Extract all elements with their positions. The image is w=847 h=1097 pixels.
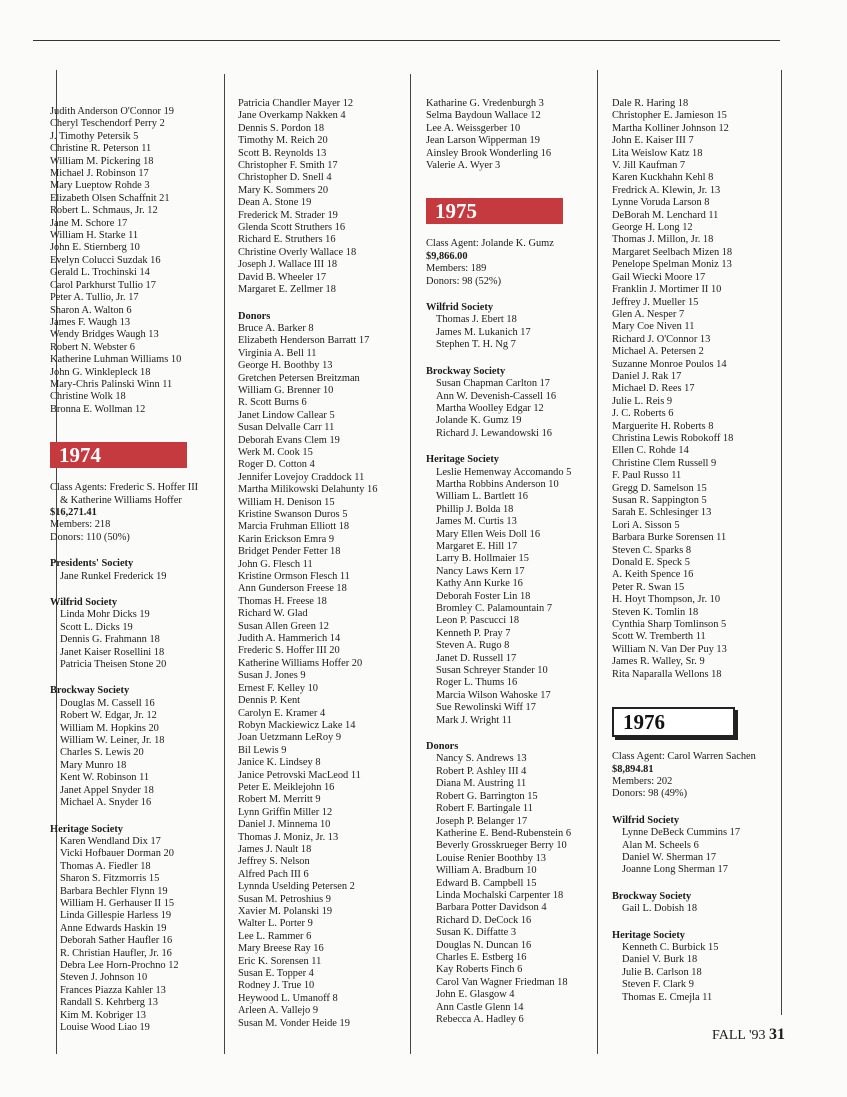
list-item: Robyn Mackiewicz Lake 14 [238,719,356,731]
list-item: Jolande K. Gumz 19 [436,415,522,427]
brockway-society-heading: Brockway Society [426,365,506,377]
list-item: Mary Munro 18 [60,759,127,771]
heritage-society-heading: Heritage Society [612,929,685,941]
list-item: Jane Overkamp Nakken 4 [238,110,346,122]
list-item: Jane Runkel Frederick 19 [60,570,167,582]
issue-label: FALL '93 [712,1028,766,1043]
list-item: Daniel W. Sherman 17 [622,851,717,863]
list-item: Louise Wood Liao 19 [60,1022,150,1033]
list-item: Richard W. Glad [238,608,308,620]
list-item: Deborah Foster Lin 18 [436,590,531,602]
list-item: Susan R. Sappington 5 [612,495,707,506]
wilfrid-society-list [612,827,780,877]
brockway-society-list [426,378,596,440]
list-item: Deborah Sather Haufler 16 [60,935,173,947]
list-item: Linda Mochalski Carpenter 18 [436,889,564,901]
list-item: Gail L. Dobish 18 [622,903,698,915]
list-item: William M. Hopkins 20 [60,722,159,734]
presidents-society-list [50,571,222,583]
list-item: Steven J. Johnson 10 [60,972,148,984]
list-item: Susan Delvalle Carr 11 [238,422,335,434]
list-item: Lee A. Weissgerber 10 [426,122,521,134]
list-item: Gretchen Petersen Breitzman [238,372,360,384]
list-item: Bruce A. Barker 8 [238,322,314,334]
list-item: Nancy S. Andrews 13 [436,753,527,765]
list-item: Richard E. Struthers 16 [238,234,336,246]
list-item: Patricia Theisen Stone 20 [60,659,167,671]
list-item: Janet Lindow Callear 5 [238,409,335,421]
list-item: Christopher D. Snell 4 [238,172,332,184]
list-item: Bromley C. Palamountain 7 [436,603,553,614]
list-item: Jean Larson Wipperman 19 [426,135,540,147]
list-item: Gail Wiecki Moore 17 [612,271,706,283]
list-item: Ernest F. Kelley 10 [238,682,318,694]
list-item: Virginia A. Bell 11 [238,347,317,359]
list-item: Linda Gillespie Harless 19 [60,910,172,922]
name-list [238,98,408,297]
list-item: Robert P. Ashley III 4 [436,765,527,777]
wilfrid-society-list [50,609,222,671]
list-item: Ann Gunderson Freese 18 [238,583,347,595]
name-list [426,98,596,172]
list-item: Kristine Ormson Flesch 11 [238,571,350,583]
donors-list [238,323,408,1030]
list-item: Sharon A. Walton 6 [50,304,132,316]
list-item: Randall S. Kehrberg 13 [60,997,158,1009]
list-item: R. Christian Haufler, Jr. 16 [60,947,172,959]
wilfrid-society-heading: Wilfrid Society [612,814,680,826]
list-item: Mark J. Wright 11 [436,714,512,726]
list-item: John G. Flesch 11 [238,558,313,570]
list-item: Joseph J. Wallace III 18 [238,259,338,271]
list-item: Kathy Ann Kurke 16 [436,578,523,590]
list-item: Richard J. O'Connor 13 [612,333,711,345]
list-item: Robert M. Merritt 9 [238,794,321,806]
list-item: John G. Winklepleck 18 [50,366,151,378]
heritage-society-list [50,836,222,1035]
list-item: Scott B. Reynolds 13 [238,147,327,159]
list-item: Phillip J. Bolda 18 [436,503,514,515]
list-item: Michael A. Snyder 16 [60,797,152,809]
list-item: Carol Parkhurst Tullio 17 [50,279,156,291]
list-item: Lee L. Rammer 6 [238,930,312,942]
column-divider-2 [224,74,225,1054]
list-item: Scott W. Tremberth 11 [612,631,706,643]
list-item: DeBorah M. Lenchard 11 [612,209,719,221]
list-item: Rita Naparalla Wellons 18 [612,668,722,680]
list-item: Lynne Voruda Larson 8 [612,197,710,209]
year-heading-1975: 1975 [426,198,563,224]
list-item: Dennis P. Kent [238,695,301,707]
list-item: Dale R. Haring 18 [612,98,689,109]
name-list [50,106,222,416]
list-item: Robert W. Edgar, Jr. 12 [60,710,157,722]
list-item: Ainsley Brook Wonderling 16 [426,147,552,159]
list-item: F. Paul Russo 11 [612,470,682,482]
list-item: Werk M. Cook 15 [238,446,313,458]
list-item: John E. Kaiser III 7 [612,135,694,147]
list-item: Michael D. Rees 17 [612,383,695,395]
list-item: James F. Waugh 13 [50,316,131,328]
list-item: Roger L. Thums 16 [436,677,518,689]
list-item: Donald E. Speck 5 [612,557,690,569]
brockway-society-heading: Brockway Society [50,685,130,697]
name-list [612,98,780,681]
heritage-society-list [426,467,596,728]
list-item: George H. Boothby 13 [238,360,333,372]
list-item: Michael J. Robinson 17 [50,168,149,180]
list-item: Valerie A. Wyer 3 [426,160,501,172]
donors-list [426,753,596,1026]
list-item: Judith Anderson O'Connor 19 [50,106,174,117]
list-item: Kay Roberts Finch 6 [436,964,523,976]
list-item: Bil Lewis 9 [238,744,287,756]
column-4 [612,98,780,1004]
list-item: Fredrick A. Klewin, Jr. 13 [612,184,721,196]
list-item: Judith A. Hammerich 14 [238,633,341,645]
list-item: Timothy M. Reich 20 [238,135,328,147]
list-item: William H. Denison 15 [238,496,335,508]
list-item: Margaret Seelbach Mizen 18 [612,246,733,258]
donors-count: Donors: 98 (52%) [426,275,502,287]
brockway-society-heading: Brockway Society [612,890,692,902]
list-item: Janet Kaiser Rosellini 18 [60,646,165,658]
list-item: Susan Schreyer Stander 10 [436,665,548,677]
list-item: Sharon S. Fitzmorris 15 [60,873,160,885]
list-item: William H. Gerhauser II 15 [60,897,175,909]
list-item: William G. Brenner 10 [238,384,334,396]
list-item: Christine Overly Wallace 18 [238,246,357,258]
list-item: Katherine Luhman Williams 10 [50,354,182,366]
list-item: Martha Woolley Edgar 12 [436,402,544,414]
list-item: Charles E. Estberg 16 [436,951,527,963]
list-item: Vicki Hofbauer Dorman 20 [60,848,174,860]
list-item: Kent W. Robinson 11 [60,772,150,784]
list-item: Thomas A. Fiedler 18 [60,860,151,872]
list-item: Bridget Pender Fetter 18 [238,546,341,558]
list-item: William N. Van Der Puy 13 [612,643,727,655]
list-item: Frederick M. Strader 19 [238,209,338,221]
donors-count: Donors: 98 (49%) [612,788,688,800]
column-divider-4 [597,70,598,1054]
list-item: Nancy Laws Kern 17 [436,565,525,577]
list-item: Richard J. Lewandowski 16 [436,427,553,439]
list-item: William H. Starke 11 [50,230,139,242]
page-number: 31 [768,1026,785,1043]
class-agents-line-2: & Katherine Williams Hoffer [60,494,182,506]
presidents-society-heading: Presidents' Society [50,558,134,570]
list-item: William L. Bartlett 16 [436,491,528,503]
list-item: Glenda Scott Struthers 16 [238,222,346,234]
list-item: Christine Wolk 18 [50,391,126,403]
list-item: Mary Ellen Weis Doll 16 [436,528,541,540]
list-item: Susan M. Vonder Heide 19 [238,1017,350,1029]
list-item: Arleen A. Vallejo 9 [238,1005,319,1017]
list-item: Dennis G. Frahmann 18 [60,634,160,646]
list-item: Margaret E. Hill 17 [436,540,518,552]
class-agent-line: Class Agent: Jolande K. Gumz [426,238,554,250]
list-item: Karen Kuckhahn Kehl 8 [612,172,714,184]
list-item: Daniel V. Burk 18 [622,954,698,966]
list-item: V. Jill Kaufman 7 [612,160,686,172]
list-item: Charles S. Lewis 20 [60,747,144,759]
list-item: Douglas M. Cassell 16 [60,697,155,709]
list-item: Wendy Bridges Waugh 13 [50,329,159,341]
list-item: Janice Petrovski MacLeod 11 [238,769,361,781]
list-item: Christina Lewis Robokoff 18 [612,432,734,444]
list-item: Frances Piazza Kahler 13 [60,984,166,996]
list-item: Steven K. Tomlin 18 [612,606,699,618]
list-item: Sarah E. Schlesinger 13 [612,507,712,519]
list-item: Rodney J. True 10 [238,980,315,992]
list-item: Deborah Evans Clem 19 [238,434,340,446]
list-item: Jennifer Lovejoy Craddock 11 [238,471,365,483]
list-item: Douglas N. Duncan 16 [436,939,532,951]
list-item: Alan M. Scheels 6 [622,839,699,851]
list-item: Linda Mohr Dicks 19 [60,609,150,621]
list-item: Katherine E. Bend-Rubenstein 6 [436,827,572,839]
list-item: Cynthia Sharp Tomlinson 5 [612,619,727,631]
list-item: Leslie Hemenway Accomando 5 [436,466,572,478]
list-item: William M. Pickering 18 [50,155,154,167]
list-item: Lita Weislow Katz 18 [612,147,703,159]
list-item: George H. Long 12 [612,222,693,234]
list-item: Ann W. Devenish-Cassell 16 [436,390,557,402]
list-item: Katharine G. Vredenburgh 3 [426,98,544,109]
list-item: Alfred Pach III 6 [238,868,309,880]
list-item: Diana M. Austring 11 [436,778,527,790]
list-item: Peter R. Swan 15 [612,581,685,593]
list-item: Richard D. DeCock 16 [436,914,532,926]
list-item: Martha Kolliner Johnson 12 [612,122,729,134]
list-item: Ellen C. Rohde 14 [612,445,689,457]
gift-amount: $8,894.81 [612,763,654,775]
list-item: Karin Erickson Emra 9 [238,533,335,545]
list-item: James M. Lukanich 17 [436,326,531,338]
list-item: Lynne DeBeck Cummins 17 [622,827,741,839]
list-item: Kim M. Kobriger 13 [60,1009,147,1021]
list-item: William W. Leiner, Jr. 18 [60,735,165,747]
list-item: John E. Glasgow 4 [436,989,515,1001]
list-item: Christine R. Peterson 11 [50,143,152,155]
list-item: Susan J. Jones 9 [238,670,306,682]
brockway-society-list [50,698,222,810]
column-3 [426,98,596,1026]
list-item: Susan M. Petroshius 9 [238,893,331,905]
list-item: A. Keith Spence 16 [612,569,694,581]
list-item: Heywood L. Umanoff 8 [238,992,338,1004]
list-item: Gerald L. Trochinski 14 [50,267,150,279]
list-item: Thomas J. Ebert 18 [436,314,517,326]
list-item: Janice K. Lindsey 8 [238,757,321,769]
list-item: Janet D. Russell 17 [436,652,517,664]
list-item: Marcia Wilson Wahoske 17 [436,689,551,701]
gift-amount: $16,271.41 [50,506,97,518]
wilfrid-society-heading: Wilfrid Society [426,302,494,314]
list-item: Rebecca A. Hadley 6 [436,1014,524,1025]
heritage-society-list [612,942,780,1004]
list-item: Thomas J. Millon, Jr. 18 [612,234,714,246]
list-item: Edward B. Campbell 15 [436,877,537,889]
list-item: Joseph P. Belanger 17 [436,815,528,827]
list-item: Stephen T. H. Ng 7 [436,339,516,351]
list-item: Debra Lee Horn-Prochno 12 [60,959,179,971]
list-item: Robert L. Schmaus, Jr. 12 [50,205,158,217]
list-item: Lynnda Uselding Petersen 2 [238,881,355,893]
list-item: Penelope Spelman Moniz 13 [612,259,732,271]
list-item: Julie L. Reis 9 [612,395,673,407]
top-rule [33,40,780,41]
members-count: Members: 202 [612,775,673,787]
list-item: H. Hoyt Thompson, Jr. 10 [612,594,721,606]
list-item: Susan E. Topper 4 [238,968,314,980]
list-item: Janet Appel Snyder 18 [60,784,154,796]
list-item: Martha Robbins Anderson 10 [436,478,559,490]
list-item: Barbara Burke Sorensen 11 [612,532,727,544]
list-item: Barbara Potter Davidson 4 [436,902,547,914]
list-item: Marguerite H. Roberts 8 [612,420,714,432]
wilfrid-society-list [426,314,596,351]
list-item: Karen Wendland Dix 17 [60,835,161,847]
list-item: Glen A. Nesper 7 [612,308,685,320]
list-item: Dennis S. Pordon 18 [238,122,325,134]
list-item: Peter A. Tullio, Jr. 17 [50,292,139,304]
list-item: Xavier M. Polanski 19 [238,906,333,917]
list-item: Julie B. Carlson 18 [622,966,702,978]
column-divider-5 [781,70,782,1015]
list-item: Katherine Williams Hoffer 20 [238,657,363,669]
list-item: Mary Lueptow Rohde 3 [50,180,150,192]
list-item: Christine Clem Russell 9 [612,457,717,469]
list-item: Mary-Chris Palinski Winn 11 [50,378,173,390]
list-item: Lori A. Sisson 5 [612,519,680,531]
list-item: Steven F. Clark 9 [622,979,694,991]
list-item: Daniel J. Minnema 10 [238,819,331,831]
list-item: Scott L. Dicks 19 [60,621,133,633]
list-item: Carolyn E. Kramer 4 [238,707,326,719]
list-item: Franklin J. Mortimer II 10 [612,284,722,296]
list-item: Elizabeth Henderson Barratt 17 [238,335,370,347]
list-item: Mary Breese Ray 16 [238,943,324,955]
list-item: Jane M. Schore 17 [50,217,128,229]
list-item: Carol Van Wagner Friedman 18 [436,976,568,988]
list-item: Anne Edwards Haskin 19 [60,922,167,934]
list-item: Marcia Fruhman Elliott 18 [238,521,350,533]
list-item: Thomas E. Cmejla 11 [622,991,713,1003]
list-item: Susan Allen Green 12 [238,620,329,632]
list-item: Daniel J. Rak 17 [612,370,682,382]
page-footer [712,1026,785,1044]
list-item: Joan Uetzmann LeRoy 9 [238,732,342,744]
column-1 [50,106,222,1034]
list-item: J. Timothy Petersik 5 [50,130,139,142]
list-item: Larry B. Hollmaier 15 [436,553,529,565]
list-item: Margaret E. Zellmer 18 [238,284,336,296]
heritage-society-heading: Heritage Society [50,823,123,835]
gift-amount: $9,866.00 [426,250,468,262]
members-count: Members: 189 [426,263,487,275]
list-item: Kenneth C. Burbick 15 [622,941,719,953]
list-item: Sue Rewolinski Wiff 17 [436,702,536,714]
list-item: Jeffrey J. Mueller 15 [612,296,699,308]
list-item: Christopher F. Smith 17 [238,160,338,172]
list-item: Evelyn Colucci Suzdak 16 [50,254,161,266]
list-item: Leon P. Pascucci 18 [436,615,520,627]
list-item: James R. Walley, Sr. 9 [612,656,705,668]
list-item: Robert F. Bartingale 11 [436,803,533,815]
list-item: Elizabeth Olsen Schaffnit 21 [50,192,170,204]
brockway-society-list [612,903,780,915]
list-item: Thomas H. Freese 18 [238,595,327,607]
wilfrid-society-heading: Wilfrid Society [50,597,118,608]
list-item: Thomas J. Moniz, Jr. 13 [238,831,339,843]
list-item: Dean A. Stone 19 [238,197,312,209]
list-item: David B. Wheeler 17 [238,271,327,283]
list-item: Susan K. Diffatte 3 [436,927,517,939]
list-item: Mary K. Sommers 20 [238,184,329,196]
list-item: Kristine Swanson Duros 5 [238,509,348,520]
list-item: Roger D. Cotton 4 [238,459,315,471]
heritage-society-heading: Heritage Society [426,454,499,466]
list-item: Barbara Bechler Flynn 19 [60,885,168,897]
list-item: Frederic S. Hoffer III 20 [238,645,340,657]
list-item: Gregg D. Samelson 15 [612,482,707,494]
list-item: John E. Stiernberg 10 [50,242,140,254]
class-agents-line: Class Agents: Frederic S. Hoffer III [50,482,199,494]
list-item: Lynn Griffin Miller 12 [238,806,333,818]
members-count: Members: 218 [50,519,111,531]
list-item: Robert N. Webster 6 [50,341,135,353]
list-item: Peter E. Meiklejohn 16 [238,781,335,793]
list-item: Steven C. Sparks 8 [612,544,692,556]
list-item: William A. Bradburn 10 [436,865,537,877]
list-item: Kenneth P. Pray 7 [436,627,511,639]
year-heading-1976: 1976 [612,707,735,737]
list-item: Beverly Grosskrueger Berry 10 [436,840,567,852]
column-2 [238,98,408,1030]
list-item: Suzanne Monroe Poulos 14 [612,358,727,370]
list-item: Joanne Long Sherman 17 [622,864,728,876]
donors-count: Donors: 110 (50%) [50,531,130,543]
list-item: Susan Chapman Carlton 17 [436,378,550,390]
list-item: Steven A. Rugo 8 [436,640,510,652]
class-agent-line: Class Agent: Carol Warren Sachen [612,751,756,763]
column-divider-3 [410,74,411,1054]
list-item: R. Scott Burns 6 [238,397,307,409]
donors-heading: Donors [426,741,459,753]
year-heading-1974: 1974 [50,442,187,468]
list-item: Walter L. Porter 9 [238,918,313,930]
list-item: Christopher E. Jamieson 15 [612,110,727,122]
list-item: Michael A. Petersen 2 [612,346,704,358]
list-item: Robert G. Barrington 15 [436,790,538,802]
list-item: Mary Coe Niven 11 [612,321,695,333]
list-item: James M. Curtis 13 [436,516,517,528]
list-item: Jeffrey S. Nelson [238,856,310,868]
list-item: Bronna E. Wollman 12 [50,403,146,415]
list-item: Eric K. Sorensen 11 [238,955,322,967]
list-item: Martha Milikowski Delahunty 16 [238,484,378,496]
list-item: Patricia Chandler Mayer 12 [238,98,354,109]
list-item: Louise Renier Boothby 13 [436,852,546,864]
list-item: J. C. Roberts 6 [612,408,674,420]
list-item: Selma Baydoun Wallace 12 [426,110,541,122]
donors-heading: Donors [238,310,271,322]
list-item: Ann Castle Glenn 14 [436,1001,524,1013]
list-item: James J. Nault 18 [238,843,312,855]
list-item: Cheryl Teschendorf Perry 2 [50,118,165,130]
